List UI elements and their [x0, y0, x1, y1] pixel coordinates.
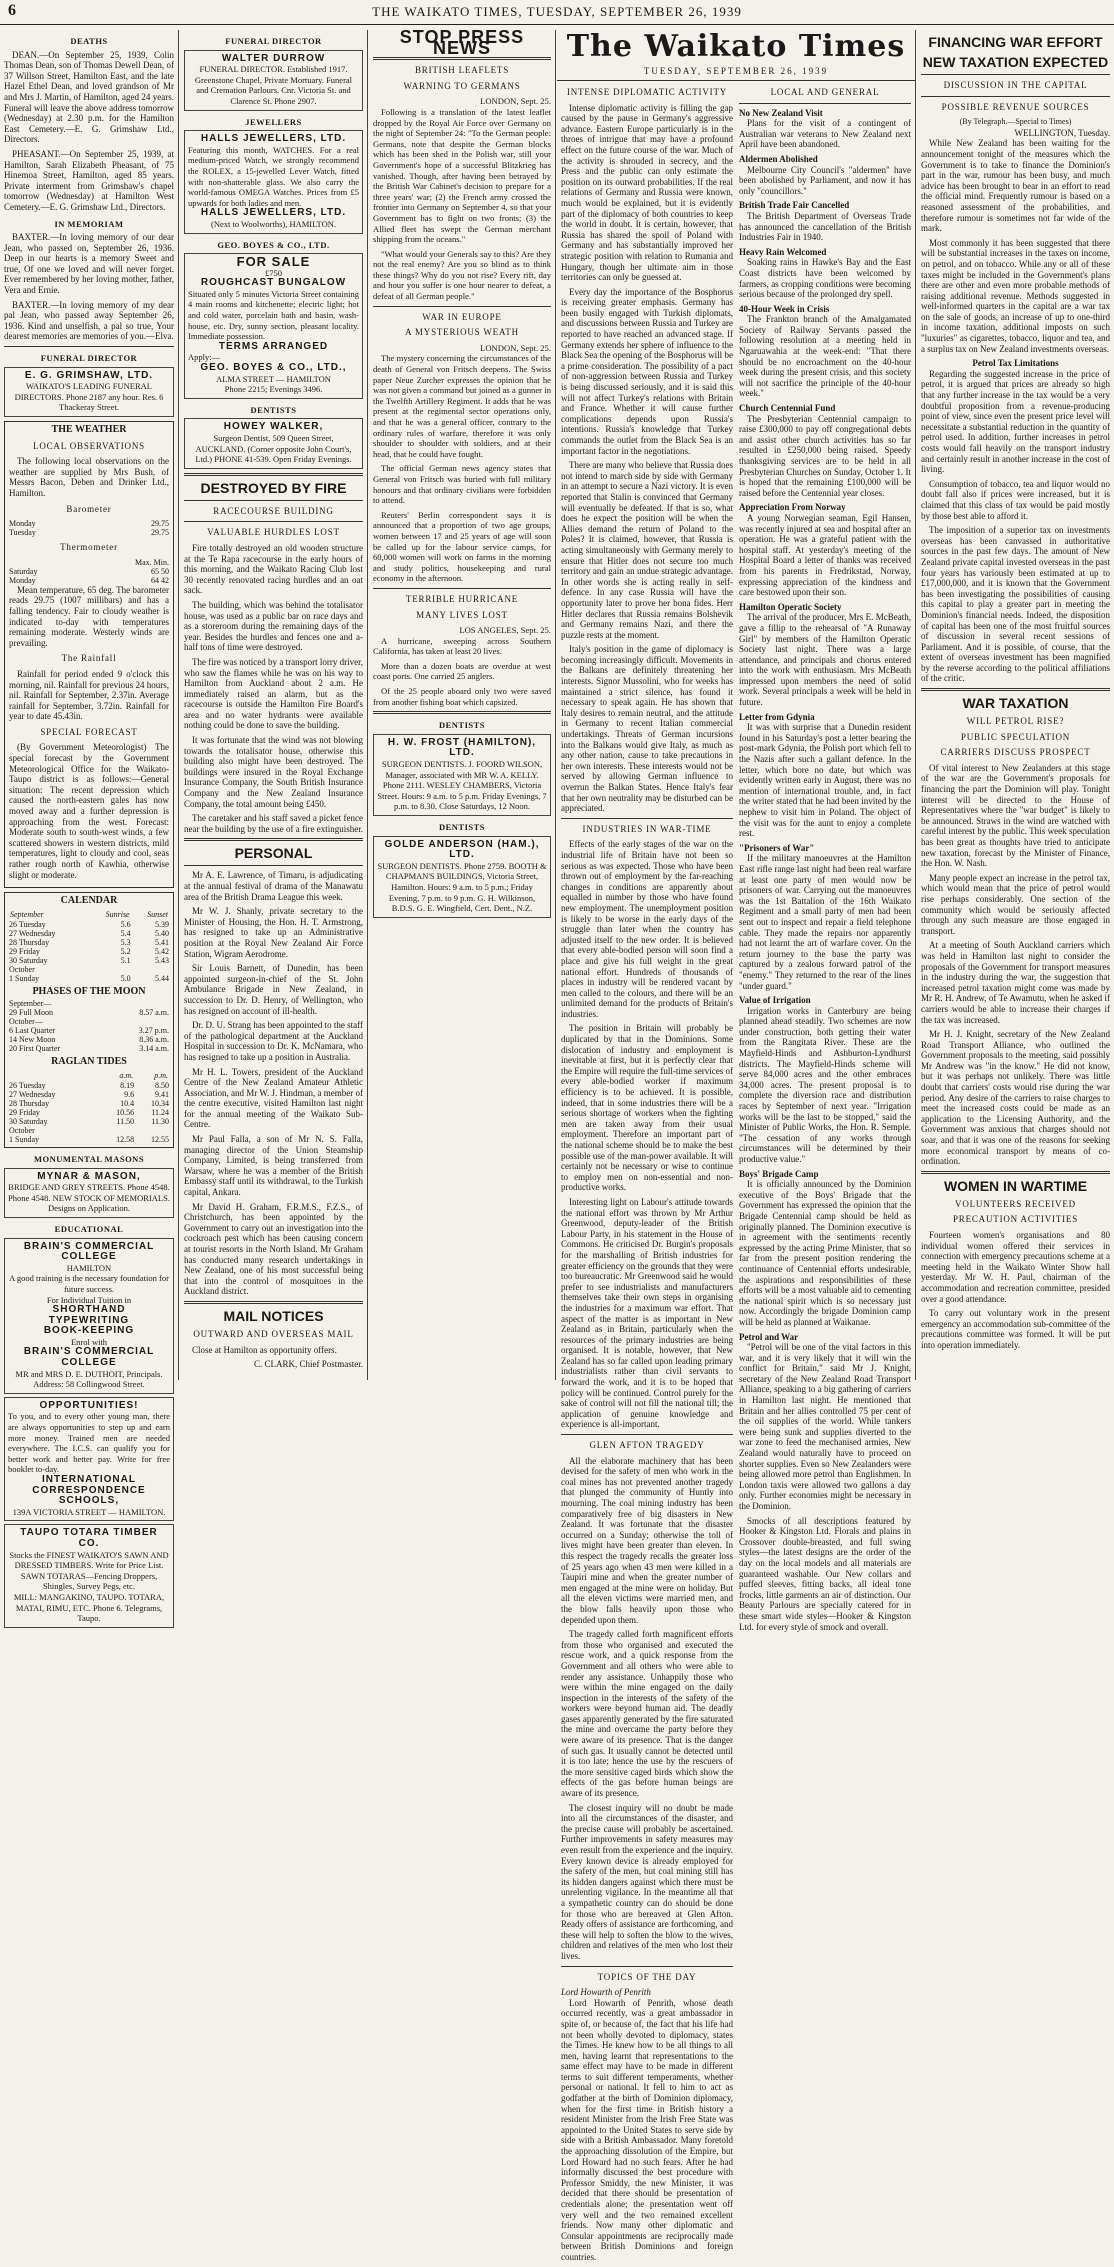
personal-headline: PERSONAL: [234, 845, 313, 862]
barometer-label: Barometer: [66, 503, 112, 514]
article-paragraph: More than a dozen boats are overdue at west coast ports. One carried 25 anglers.: [373, 660, 551, 682]
college-course: TYPEWRITING: [48, 1314, 130, 1326]
dentists-heading: DENTISTS: [250, 404, 297, 415]
column-5: [917, 30, 1114, 1380]
funeral-director-heading: FUNERAL DIRECTOR: [40, 353, 138, 364]
golde-name: GOLDE ANDERSON (HAM.), LTD.: [384, 838, 540, 861]
for-sale-apply: Apply:—: [188, 352, 221, 363]
subheading: POSSIBLE REVENUE SOURCES: [941, 101, 1090, 112]
topics-subheading: Lord Howarth of Penrith: [561, 1987, 651, 1998]
news-subheading: MANY LIVES LOST: [416, 609, 508, 620]
article-paragraph: Most commonly it has been suggested that there will be substantial increases in the taxes on income, on petrol, and on tobacco. While any or all of these taxes might be included in the Government's plans there are other and even more probable methods of raising additional revenue. Methods suggested in well-informed quarters in the capital are a war tax on the sale of goods, an increase of up to one-third in income taxation, additional imposts on such "luxuries" as cigarettes, tobacco, liquor and tea, and a surplus tax on New Zealand investments overseas.: [921, 237, 1110, 354]
article-paragraph: Reuters' Berlin correspondent says it is announced that a proportion of two age groups, women between 17 and 25 years of age will soon be called up for the labour service camps, for 60,000 women will work on farms in the morning and study politics, housekeeping and rural economy in the afternoon.: [373, 509, 551, 584]
forecast-text: (By Government Meteorologist) The special forecast by the Government Meteorological Office for the Waikato-Taupo district is as follows:—General situation: The recent depression which caused the north-eastern gales has now moved away and a further depression is approaching from the west. Forecast: Moderate south to south-west winds, a few scattered showers in western districts, mild temperatures, light to cloudy and cool, seas rather rough north of Kawhia, otherwise slight or moderate.: [9, 742, 169, 880]
article-paragraph: Italy's position in the game of diplomacy is becoming increasingly difficult. Movements in the Balkans are definitely threatening her interests. Signor Mussolini, who for weeks has maintained a strict silence, has found it necessary to speak again. He has shown that Italy desires to remain neutral, and the attitude in Germany to recent Italian commercial undertakings. Threats of German incursions into the Balkans would give Italy, as much as any other nation, cause to take precautions in her own interests. These interests would not be served by allowing German influence to overrun the Balkan States. Hence Italy's fear that her own neutrality may be disturbed can be appreciated.: [561, 644, 733, 814]
halls-ad: [184, 130, 363, 233]
golde-ad: [373, 836, 551, 918]
forecast-heading: SPECIAL FORECAST: [40, 726, 138, 737]
durrow-ad: [184, 50, 363, 111]
local-item: Value of Irrigation Irrigation works in Canterbury are being planned ahead steadily. Two schemes are now under construction, both getting their water from the Rangitata River. These are the Mayfield-Hinds and Ashburton-Lyndhurst districts. The Mayfield-Hinds scheme will serve 84,000 acres and the other embraces 34,000 acres. The present proposal is to complete the diversion race and distribution races by September of next year. "Irrigation works will be the last to be stopped," said the Minister of Public Works, the Hon. R. Semple. "The cessation of any works through circumstances will be determined by their productive value.": [739, 995, 911, 1164]
local-item: Aldermen Abolished Melbourne City Council's "aldermen" have been abolished by Parliament, and now it has only "councillors.": [739, 153, 911, 196]
table-row: 29 Friday 5.2 5.42: [9, 946, 169, 956]
article-paragraph: Mr A. E. Lawrence, of Timaru, is adjudicating at the annual festival of drama of the Manawatu area of the British Drama League this week.: [184, 870, 363, 902]
table-row: 28 Thursday 5.3 5.41: [9, 937, 169, 947]
table-row: 1 Sunday 12.58 12.55: [9, 1134, 169, 1144]
weather-heading: THE WEATHER: [51, 424, 127, 435]
thermometer-table: [9, 558, 169, 585]
headline: FINANCING WAR EFFORT: [928, 34, 1103, 50]
subheading: DISCUSSION IN THE CAPITAL: [943, 80, 1088, 90]
dentists-heading: DENTISTS: [438, 720, 486, 731]
memoriam-notice: BAXTER.—In loving memory of my dear pal Jean, who passed away September 26, 1936. Kind and unselfish, a pal so true, Your dearest memories are memories of you.—Elva.: [4, 299, 174, 342]
article-paragraph: "What would your Generals say to this? Are they not the real enemy? Are you so blind as to think these things? Why do you not rise? Every rift, day and hour you suffer is one hour nearer to defeat, a defeat of all German people.": [373, 248, 551, 302]
totara-text: SAWN TOTARAS—Fencing Droppers, Shingles, Survey Pegs, etc.: [20, 1570, 158, 1592]
local-item: No New Zealand Visit Plans for the visit of a contingent of Australian war veterans to New Zealand next April have been abandoned.: [739, 107, 911, 150]
walker-text: Surgeon Dentist, 509 Queen Street, AUCKLAND. (Corner opposite John Court's, Ltd.) PHONE 41-539. Open Friday Evenings.: [195, 433, 352, 465]
column-rule: [555, 30, 556, 1380]
subheading: CARRIERS DISCUSS PROSPECT: [940, 747, 1091, 758]
editorial-heading: INDUSTRIES IN WAR-TIME: [582, 823, 712, 834]
subheading: WILL PETROL RISE?: [966, 716, 1065, 727]
headline: WOMEN IN WARTIME: [943, 1177, 1088, 1194]
article-paragraph: All the elaborate machinery that has been devised for the safety of men who work in the coal mines has not prevented another tragedy that plunged the community of Huntly into mourning. The coal mining industry has been comparatively free of big disasters in New Zealand. It was fortunate that the disaster occurred on a Sunday; otherwise the toll of lives might have been greater than eleven. In this respect the tragedy recalls the greater loss of 25 years ago when 43 men were killed in a Taupiri mine and when the greater number of men engaged at the mine were on holiday. But all the eleven victims were married men, and the blow falls heavily upon those who depended upon them.: [561, 1455, 733, 1625]
article-paragraph: The closest inquiry will no doubt be made into all the circumstances of the disaster, and the precise cause will probably be ascertained. Further improvements in safety measures may even result from the experience and the inquiry. Every known device is already employed for the safety of the men, but coal mining still has its hidden dangers against which there must be unrelenting vigilance. In the meantime all that a sympathetic country can do should be done for those who are bereaved at Glen Afton. Ready offers of assistance are forthcoming, and these will help to soften the blow to the wives, children and relatives of the men who lost their lives.: [561, 1802, 733, 1961]
column-rule: [915, 30, 916, 1380]
local-item: Letter from Gdynia It was with surprise that a Dunedin resident found in his Saturday's post a letter bearing the post-mark Gdynia, the Polish port which fell to the Nazis after such a gallant defence. In the letter, which bore no date, but which was evidently written early in August, there was no mention of international trouble, and, in fact the writer stated that he had been invited by the nephew to visit him in Poland. The object of the visit was for the aunt to enjoy a complete rest.: [739, 711, 911, 839]
college-text: A good training is the necessary foundation for future success.: [9, 1273, 169, 1294]
table-row: Saturday 65 50: [9, 566, 169, 576]
grimshaw-ad: [4, 367, 174, 417]
boyes-name: GEO. BOYES & CO., LTD.,: [200, 362, 347, 374]
article-paragraph: Mr Paul Falla, a son of Mr N. S. Falla, managing director of the Union Steamship Company, Limited, is being transferred from Warsaw, where he was a member of the British Embassy staff until its withdrawal, to the Turkish capital, Ankara.: [184, 1134, 363, 1198]
durrow-name: WALTER DURROW: [221, 52, 326, 64]
dateline: LONDON, Sept. 25.: [480, 342, 551, 353]
article-paragraph: Every day the importance of the Bosphorus is receiving greater emphasis. Germany has been busily engaged with Turkish diplomats, and discussions between Russia and Turkey are reported to have reached an advanced stage. If Germany extends her sphere of influence to the Black Sea the opening of the Bosphorus will be a prime consideration. The possibility of a pact of non-aggression between Russia and Turkey is being discussed seriously, and it is said this will not affect Turkey's relations with Britain and France. Whether it will cause further complications depends upon Russia's intentions. Russia's knowledge that Turkey commands the outlet from the Black Sea is an important factor in the negotiations.: [561, 286, 733, 456]
weather-box: [4, 421, 174, 888]
table-row: 6 Last Quarter 3.27 p.m.: [9, 1026, 169, 1036]
opportunities-heading: OPPORTUNITIES!: [39, 1399, 139, 1411]
memoriam-notice: BAXTER.—In loving memory of our dear Jean, who passed on, September 26, 1936. Deep in our hearts is a memory Sweet and true, Of one we loved and will never forget. Ever remembered by her loving mother, father, Vera and Ernie.: [4, 232, 174, 296]
article-paragraph: While New Zealand has been waiting for the announcement tonight of the measures which the Government is to take to finance the Dominion's part in the war, rumour has been busy, and much advice has been brought to bear in an effort to read the official mind. Frequently rumour is based on a reasoned assessment of the probabilities, and therefore rumour is sometimes not far wide of the mark.: [921, 138, 1110, 234]
article-paragraph: Dr. D. U. Strang has been appointed to the staff of the pathological department at the Auckland Hospital in succession to Dr. K. McNamara, who has resigned to take up a position in Australia.: [184, 1020, 363, 1062]
article-paragraph: Consumption of tobacco, tea and liquor would no doubt fall also if prices were increased, but it is claimed that this class of tax would be paid mostly by those best able to afford it.: [921, 478, 1110, 521]
table-row: Max. Min.: [135, 557, 169, 567]
table-row: Monday 64 42: [9, 575, 169, 585]
college-course: SHORTHAND: [52, 1304, 126, 1316]
halls-address: (Next to Woolworths), HAMILTON.: [210, 218, 336, 229]
article-paragraph: The caretaker and his staff saved a picket fence near the building by the use of a fire extinguisher.: [184, 813, 363, 834]
article-paragraph: Of the 25 people aboard only two were saved from another fishing boat which capsized.: [373, 686, 551, 707]
halls-name: HALLS JEWELLERS, LTD.: [200, 133, 347, 145]
mason-text: BRIDGE AND GREY STREETS. Phone 4548. Phone 4548. NEW STOCK OF MEMORIALS. Designs on Application.: [8, 1182, 170, 1214]
article-paragraph: Following is a translation of the latest leaflet dropped by the Royal Air Force over Germany on the night of September 24: "To the German people: Germans, note that despite the German blocks which has been shed in the Polish war, still your Government's hope of a successful Blitzkrieg has vanished. Though, after having been betrayed by the British War Cabinet's decision to prepare for a three years' war; (2) the French army crossed the frontier into Germany on September 4, so that your Government has to fight on two fronts; (3) the Allied fleet has swept the German merchant shipping from the oceans.": [373, 106, 551, 245]
mason-name: MYNAR & MASON,: [37, 1170, 141, 1182]
grimshaw-name: E. G. GRIMSHAW, LTD.: [24, 369, 154, 381]
table-row: 26 Tuesday 5.6 5.39: [9, 919, 169, 929]
article-paragraph: There are many who believe that Russia does not intend to march side by side with Germany in an attempt to secure a Nazi victory. It is even reported that Stalin is convinced that Germany will eventually be defeated. If that is so, what does he expect the position will be when the Allies demand the return of Poland to the Poles? It is claimed, however, that Russia is acting simultaneously with Germany merely to ensure that Hitler does not secure too much territory and gain an undue strategic advantage. In other words she is acting really in self-defence. In any case Russia will have the opportunity later to prove her bona fides. Herr Hitler declares that Russia remains Bolshevik and Germany remains Nazi, and there the puzzle rests at the moment.: [561, 460, 733, 640]
rainfall-text: Rainfall for period ended 9 o'clock this morning, nil. Rainfall for previous 24 hours, nil. Rainfall for September, 2.37in. Average rainfall for September, 3.72in. Rainfall for year to date 45.43in.: [9, 668, 169, 722]
article-paragraph: The building, which was behind the totalisator house, was used as a public bar on race days and as a storeroom during the remaining days of the year. Besides the hurdles and fences one and a-half tons of time were destroyed.: [184, 599, 363, 653]
news-heading: WAR IN EUROPE: [422, 311, 502, 322]
death-notice: PHEASANT.—On September 25, 1939, at Hamilton, Sarah Elizabeth Pheasant, of 75 Hinemoa Street, Hamilton, aged 85 years. Private interment from Grimshaw's chapel tomorrow (Wednesday) at Hamilton West Cemetery.—E. G. Grimshaw Ltd., Directors.: [4, 148, 174, 212]
educational-heading: EDUCATIONAL: [54, 1223, 124, 1234]
subheading: Petrol Tax Limitations: [972, 358, 1059, 369]
news-heading: TERRIBLE HURRICANE: [405, 593, 519, 604]
fire-subheading: RACECOURSE BUILDING: [213, 505, 334, 516]
local-item: "Prisoners of War" If the military manoeuvres at the Hamilton East rifle range last night had been real warfare at least one party of men would now be prisoners of war. Carrying out the manoeuvres was the 1st Battalion of the 16th Waikato Regiment and a small party of men had been sent out to inspect and repair a field telephone cable. They made the repairs nor apparently had not learnt the art of warfare cover. On the return journey to the base the party was captured by a zealous forward patrol of the "enemy." They returned to the rear of the lines "under guard.": [739, 842, 911, 991]
jewellers-heading: JEWELLERS: [245, 116, 302, 127]
opportunities-text: To you, and to every other young man, there are always opportunities to step up and earn more money. Trained men are needed everywhere. The I.C.S. can qualify you for better work and better pay. Write for free booklet to-day.: [8, 1411, 170, 1475]
table-row: Monday 29.75: [9, 519, 169, 529]
ics-ad: [4, 1397, 174, 1522]
for-sale-heading: FOR SALE: [236, 254, 311, 270]
durrow-text: FUNERAL DIRECTOR. Established 1917. Greenstone Chapel, Private Mortuary. Funeral and Cremation Parlours. Cnr. Victoria St. and Clarence St. Phone 2907.: [194, 64, 353, 106]
news-heading: BRITISH LEAFLETS: [414, 65, 510, 76]
calendar-box: [4, 892, 174, 1148]
memoriam-heading: IN MEMORIAM: [54, 218, 124, 229]
college-course: BOOK-KEEPING: [43, 1325, 135, 1337]
newspaper-flag: [557, 30, 915, 81]
tides-table: a.m. p.m. 26 Tuesday 8.19 8.50 27 Wednesday 9.6 9.41 28 Thursday 10.4 10.34 29 Friday 10.56 11.24 30 Saturday 11.50 11.30 October 1 Sunday 12.58 12.55: [9, 1070, 169, 1144]
college-text: For Individual Tuition in: [46, 1294, 132, 1305]
local-item: Boys' Brigade Camp It is officially announced by the Dominion executive of the Boys' Brigade that the Government has expressed the opinion that the Brigade Centennial camp should be held as originally planned. The Dominion executive is in agreement with the sentiments recently expressed by the acting Prime Minister, that so far from the present position rendering the continuance of Centennial efforts undesirable, the aspirations and responsibilities of these efforts will be a most valuable aid to cementing the national spirit which is so necessary just now. Accordingly the brigade Dominion camp will be held as planned at Waikanae.: [739, 1168, 911, 1327]
article-paragraph: Of vital interest to New Zealanders at this stage of the war are the Government's proposals for financing the part the Dominion will play. Tonight interest will be directed to the House of Representatives where the "war budget" is likely to be announced. Straws in the wind are watched with careful interest by the public. This week speculation has been great as thoughts have tried to anticipate new taxation, forecast by the Minister of Finance, the Hon. W. Nash.: [921, 762, 1110, 869]
fire-subheading: VALUABLE HURDLES LOST: [207, 527, 340, 538]
article-paragraph: Interesting light on Labour's attitude towards the national effort was thrown by Mr Arthur Greenwood, deputy-leader of the British Labour Party, in his statement in the House of Commons. He criticised Dr. Burgin's proposals for the marshalling of British industries for greater efficiency on the grounds that they were too bureaucratic. Mr Greenwood said he would prefer to see industrialists and manufacturers themselves take their own steps in organising the industries for a maximum war effort. That aspect of the matter is as important in New Zealand as in Britain, particularly when the resources of the primary industries are being organised. It is notable, however, that New Zealand has so far called upon leading primary industrialists rather than civil servants to forward the work, and it is to be hoped that policy will be continued. Control purely for the sake of control will not fill the national till; the application of genuine knowledge and experience is all-important.: [561, 1196, 734, 1430]
local-item: Smocks of all descriptions featured by Hooker & Kingston Ltd. Florals and plains in Crossover double-breasted, and full swing styles—the latest designs are the order of the day on the local models and all materials are guaranteed washable. Our New collars and puffed sleeves, fitting backs, all ideal tone frocks, little garments an air of distinction. Our Beauty Parlours are specially catered for in these smart wide styles—Hooker & Kingston Ltd. for every style of smock and overall.: [739, 1515, 911, 1632]
table-row: October—: [9, 1017, 43, 1027]
article-paragraph: The mystery concerning the circumstances of the death of General von Fritsch deepens. The Swiss paper Neue Zurcher expresses the opinion that he was not given a command but joined as a gunner in the Twelfth Artillery Regiment. It adds that he was present at the regimental sector operations only, and that he was a general officer, contrary to the ordinary rules of warfare, therefore it was only shoulder to shoulder with soldiers, and at their head, that he could have fought.: [373, 353, 551, 459]
article-paragraph: To carry out voluntary work in the present emergency an accommodation sub-committee of the precautions committee was formed. It will be put into operation immediately.: [921, 1308, 1110, 1350]
local-item: Heavy Rain Welcomed Soaking rains in Hawke's Bay and the East Coast districts have been welcomed by farmers, as cropping conditions were becoming serious because of the prolonged dry spell.: [739, 246, 911, 300]
walker-name: HOWEY WALKER,: [223, 421, 324, 433]
college-city: HAMILTON: [66, 1262, 112, 1273]
headline: WAR TAXATION: [962, 695, 1069, 712]
funeral-director-heading: FUNERAL DIRECTOR: [225, 36, 322, 46]
table-row: October: [9, 1125, 35, 1135]
barometer-table: [9, 519, 169, 537]
column-4: [557, 82, 915, 2262]
calendar-heading: CALENDAR: [60, 895, 118, 907]
fire-headline: DESTROYED BY FIRE: [200, 479, 347, 496]
article-paragraph: Mr H. J. Knight, secretary of the New Zealand Road Transport Alliance, who outlined the Government proposals to the meeting, said possibly Mr Andrew was "in the know." He did not know, but it was perhaps not unlikely. There was little doubt that carriers' costs would rise during the war period. Any desire of the carriers to raise charges to meet the increased costs could be made as an application to the Licensing Authority, and the Government was anxious that charges should not soar, and that it was one of the reasons for seeking more economical transport by means of co-ordination.: [921, 1029, 1110, 1167]
article-paragraph: The tragedy called forth magnificent efforts from those who organised and executed the rescue work, and a quick response from the Government and all others who were able to render any assistance. Unhappily those who were within the mine engaged on the daily inspection in the interests of the safety of the workers were beyond human aid. The deadly gases apparently generated by the fire saturated the mine and overcame the party before they were aware of its presence. That is the danger of such gas. It usually cannot be detected until it is too late; hence the use by the rescuers of the more sensitive caged birds which show the effects of the gas before human beings are aware of its presence.: [561, 1629, 733, 1799]
subheading: VOLUNTEERS RECEIVED: [955, 1198, 1076, 1209]
dentists-heading: DENTISTS: [438, 822, 486, 832]
subheading: PUBLIC SPECULATION: [960, 731, 1071, 742]
article-paragraph: Regarding the suggested increase in the price of petrol, it is argued that prices are already so high that any further increase in the tax would be a very doubtful proposition from a revenue-producing point of view, since even the present price level will necessitate a substantial reduction in the quantity of petrol used. In addition, further increases in petrol costs would fall heavily on the transport industry and certainly result in another increase in the cost of living.: [921, 368, 1110, 475]
local-item: British Trade Fair Cancelled The British Department of Overseas Trade has announced the cancellation of the British Industries Fair in 1940.: [739, 200, 911, 243]
column-rule: [178, 30, 179, 1380]
column-rule: [367, 30, 368, 1380]
article-paragraph: Close at Hamilton as opportunity offers.: [192, 1344, 337, 1355]
mason-ad: [4, 1168, 174, 1218]
rainfall-label: The Rainfall: [61, 653, 117, 664]
editorial-heading: GLEN AFTON TRAGEDY: [589, 1440, 705, 1451]
article-paragraph: Sir Louis Barnett, of Dunedin, has been appointed surgeon-in-chief of the St. John Ambulance Brigade in New Zealand, in succession to Dr. D. Henry, of Wellington, who has resigned on account of ill-health.: [184, 963, 363, 1016]
page-number: 6: [8, 2, 16, 19]
for-sale-price: £750: [265, 267, 282, 278]
local-item: 40-Hour Week in Crisis The Frankton branch of the Amalgamated Society of Railway Servants passed the following resolution at a meeting held in Ngaruawahia at the week-end: "That there should be no encroachment on the 40-hour week during the present crisis, and this society will not sacrifice the principle of the 40-hour week.": [739, 303, 911, 399]
column-3: [369, 27, 555, 1380]
table-row: 1 Sunday 5.0 5.44: [9, 973, 169, 983]
mail-subheading: OUTWARD AND OVERSEAS MAIL: [193, 1328, 354, 1339]
table-row: 29 Friday 10.56 11.24: [9, 1107, 169, 1117]
monumental-heading: MONUMENTAL MASONS: [33, 1153, 145, 1164]
news-subheading: WARNING TO GERMANS: [403, 80, 521, 91]
local-item: Church Centennial Fund The Presbyterian Centennial campaign to raise £300,000 to pay off congregational debts and assist other church activities has so far resulted in £250,000 being raised. Speedy thanksgiving services are to be held in all Presbyterian Churches on Sunday, October 1. It is hoped that the remaining £100,000 will be raised before the Centennial year closes.: [739, 403, 911, 498]
mail-signature: C. CLARK, Chief Postmaster.: [253, 1359, 363, 1370]
frost-text: SURGEON DENTISTS. J. FOORD WILSON, Manager, associated with MR W. A. KELLY. Phone 2111. WESLEY CHAMBERS, Victoria Street. Hours: 9 a.m. to 5 p.m. Friday Evenings, 7 p.m. to 8.30. Close Saturdays, 12 Noon.: [377, 759, 547, 812]
ics-address: 139A VICTORIA STREET — HAMILTON.: [12, 1506, 166, 1517]
college-name: BRAIN'S COMMERCIAL COLLEGE: [23, 1240, 155, 1263]
table-row: 26 Tuesday 8.19 8.50: [9, 1080, 169, 1090]
article-paragraph: Mr W. J. Shanly, private secretary to the Minister of Housing, the Hon. H. T. Armstrong, has resigned to take up an Administrative position at the Royal New Zealand Air Force Station, Wigram Aerodrome.: [184, 906, 363, 959]
article-paragraph: Lord Howarth of Penrith, whose death occurred recently, was a great ambassador in spite of, or because of, the fact that his life had not been wholly devoted to diplomacy, states the Times. He knew how to be all things to all men, having learnt that representations to the same effect may have to be made in different terms to suit different temperaments, whether personal or national. It fell to him to act as godfather at the birth of Dominion diplomacy, when for the first time in British history a resident Minister from the Irish Free State was appointed to the United States to serve side by side with a British Ambassador. Many foretold the approaching dissolution of the Empire, but Lord Howard had no such fears. After he had informally discussed the best procedure with Professor Smiddy, the new Minister, it was decided that there should be presentation of credentials alone; the presentation went off very well and the two remained excellent friends. Now many other diplomatic and Consular appointments are reciprocally made between British Dominions and foreign countries.: [561, 1997, 733, 2262]
thermometer-label: Thermometer: [60, 542, 118, 553]
local-item: Appreciation From Norway A young Norwegian seaman, Egil Hansen, was recently injured at sea and hospital after an operation. He was a grateful patient with the hospital staff. At yesterday's meeting of the Hospital Board a letter of thanks was received from his parents in Fredrikstad, Norway, expressing appreciation of the kindness and care bestowed upon their son.: [739, 502, 911, 598]
table-row: September—: [9, 999, 52, 1009]
article-paragraph: The official German news agency states that General von Fritsch was buried with full military honours and that ordinary civilians were forbidden to attend.: [373, 463, 551, 506]
table-row: 14 New Moon 8.36 a.m.: [9, 1035, 169, 1045]
table-row: 30 Saturday 11.50 11.30: [9, 1116, 169, 1126]
for-sale-text: Situated only 5 minutes Victoria Street containing 4 main rooms and kitchenette; electric light; hot and cold water, porcelain bath and basin, wash-house, etc. Dry, sunny section, pleasant locality. Immediate possession.: [188, 288, 359, 342]
table-row: 20 First Quarter 3.14 a.m.: [9, 1044, 169, 1054]
for-sale-title: ROUGHCAST BUNGALOW: [200, 277, 347, 289]
weather-subheading: LOCAL OBSERVATIONS: [33, 440, 145, 451]
headline: NEW TAXATION EXPECTED: [922, 54, 1109, 70]
halls-name: HALLS JEWELLERS, LTD.: [200, 207, 347, 219]
subheading: PRECAUTION ACTIVITIES: [952, 1214, 1079, 1225]
article-paragraph: The fire was noticed by a transport lorry driver, who saw the flames while he was on his way to Hamilton from Auckland about 2 a.m. He immediately raised an alarm, but as the racecourse is outside the Hamilton Fire Board's area and no water hydrants were available nothing could be done to save the building.: [184, 656, 363, 731]
for-sale-ad: [184, 253, 363, 399]
walker-ad: [184, 418, 363, 468]
page-header: THE WAIKATO TIMES, TUESDAY, SEPTEMBER 26, 1939: [372, 4, 742, 19]
news-subheading: A MYSTERIOUS WEATH: [405, 327, 519, 338]
weather-text: Mean temperature, 65 deg. The barometer reads 29.75 (1007 millibars) and has a falling tendency. Fair to cloudy weather is indicated to-day with temperatures remaining moderate. Westerly winds are prevailing.: [9, 584, 169, 648]
frost-name: H. W. FROST (HAMILTON), LTD.: [387, 736, 537, 759]
newspaper-title: The Waikato Times: [566, 29, 906, 64]
local-item: Hamilton Operatic Society The arrival of the producer, Mrs E. McBeath, gave a fillip to the rehearsal of "A Runaway Girl" by members of the Hamilton Operatic Society last night. There was a large attendance, and principals and chorus entered into the work with enthusiasm. Mrs McBeath impressed upon members the need of solid work. Several principals a week will be held in future.: [739, 601, 911, 708]
totara-text: MILL: MANGAKINO, TAUPO. TOTARA, MATAI, RIMU, ETC. Phone 6. Telegrams, Taupo.: [13, 1591, 165, 1624]
college-name: BRAIN'S COMMERCIAL COLLEGE: [23, 1346, 155, 1369]
article-paragraph: Fourteen women's organisations and 80 individual women offered their services in connection with emergency precautions scheme at a meeting held in the Waikato Winter Show hall yesterday. Mr W. H. Paul, chairman of the accommodation and recreation committee, presided over a good attendance.: [921, 1230, 1110, 1304]
dateline: LOS ANGELES, Sept. 25.: [459, 625, 551, 636]
frost-ad: [373, 734, 551, 816]
brains-college-ad: [4, 1238, 174, 1394]
article-paragraph: Intense diplomatic activity is filling the gap caused by the pause in Germany's aggressive advance. Eastern Europe particularly is in the throes of intrigue that may have a profound effect on the future course of the war. Much of the activity is shrouded in secrecy, and the Press and the public can only estimate the position on its outward probabilities. If the real relations of Germany and Russia were known, much would be explained, but it is evidently part of the diplomacy of both countries to keep the world in doubt. It is certain, however, that Russia has shared the spoil of Poland with Germany and has substantially improved her strategic position with relation to Rumania and Hungary, though her ultimate aim in those territories can only be guessed at.: [561, 102, 733, 283]
boyes-heading: GEO. BOYES & CO., LTD.: [217, 239, 330, 250]
table-row: 28 Thursday 10.4 10.34: [9, 1098, 169, 1108]
totara-name: TAUPO TOTARA TIMBER CO.: [20, 1527, 158, 1549]
halls-text: Featuring this month, WATCHES. For a real medium-priced Watch, we strongly recommend the ROLEX, a 15-jewelled Lever Watch, fitted with non-shatterable glass. We also carry the world-famous OMEGA Watches. Prices from £5 upwards for both ladies and men.: [188, 144, 359, 208]
article-paragraph: The imposition of a superior tax on investments overseas has been canvassed in authoritative sources in the past few days. The amount of New Zealand private capital invested overseas in the past four years has variously been estimated at up to £17,000,000, and it is known that the Government has been investigating the possibilities of causing this capital to play a greater part in meeting the Dominion's financial needs. Indeed, the disposition of capital has been one of the most fruitful sources of discussion in several recent sessions of Parliament. And it is possible, of course, that the extent of overseas investment has been magnified by the reverse according to the political affiliations of the critic.: [921, 525, 1110, 684]
editorial-column: [561, 82, 733, 2267]
table-row: 27 Wednesday 9.6 9.41: [9, 1089, 169, 1099]
grimshaw-text: WAIKATO'S LEADING FUNERAL DIRECTORS. Phone 2187 any hour. Res. 6 Thackeray Street.: [14, 381, 164, 413]
ics-name: INTERNATIONAL CORRESPONDENCE SCHOOLS,: [32, 1474, 146, 1507]
mail-headline: MAIL NOTICES: [223, 1307, 324, 1324]
moon-heading: PHASES OF THE MOON: [32, 985, 146, 997]
boyes-address: ALMA STREET — HAMILTON: [216, 373, 331, 384]
moon-table: [9, 999, 169, 1053]
article-paragraph: Fire totally destroyed an old wooden structure at the Te Rapa racecourse in the early hours of this morning, and the Waikato Racing Club lost 30 recently renovated racing hurdles and an oat sack.: [184, 542, 363, 596]
stop-press-headline: STOP PRESS NEWS: [399, 27, 525, 58]
issue-date: TUESDAY, SEPTEMBER 26, 1939: [643, 66, 829, 76]
local-general-column: [739, 82, 911, 2267]
editorial-heading: TOPICS OF THE DAY: [597, 1971, 697, 1982]
byline: (By Telegraph.—Special to Times): [959, 117, 1072, 127]
article-paragraph: Mr David H. Graham, F.R.M.S., F.Z.S., of Christchurch, has been appointed by the Government to carry out an investigation into the cockroach pest which has been causing concern at tourist resorts in the North Island. Mr Graham has conducted many research undertakings in New Zealand, one of his most successful being that into the control of mosquitoes in the Auckland district.: [184, 1201, 363, 1297]
table-row: 29 Full Moon 8.57 a.m.: [9, 1008, 169, 1018]
for-sale-terms: TERMS ARRANGED: [218, 340, 329, 352]
article-paragraph: Mr H. L. Towers, president of the Auckland Centre of the New Zealand Amateur Athletic Association, and Mr W. J. Hindman, a member of the centre executive, visited Hamilton last night for the annual meeting of the Waikato Sub-Centre.: [184, 1066, 363, 1130]
column-1: [0, 30, 178, 1624]
table-row: October: [9, 964, 35, 974]
totara-ad: [4, 1524, 174, 1627]
article-paragraph: Many people expect an increase in the petrol tax, which would mean that the price of petrol would rise perhaps considerably. One section of the community which would be seriously affected through any such measure are those engaged in transport.: [921, 872, 1110, 936]
college-principals: MR and MRS D. E. DUTHOIT, Principals.: [15, 1368, 163, 1379]
article-paragraph: A hurricane, sweeping across Southern California, has taken at least 20 lives.: [373, 635, 551, 657]
article-paragraph: It was fortunate that the wind was not blowing towards the totalisator house, otherwise this building also might have been destroyed. The buildings were insured in the Royal Exchange Insurance Company, the South British Insurance Company and the New Zealand Insurance Company, the total amount being £450.: [184, 735, 363, 809]
weather-text: The following local observations on the weather are supplied by Mrs Bush, of Messrs Bacon, Deben and Drinker Ltd., Hamilton.: [9, 456, 169, 498]
tides-heading: RAGLAN TIDES: [51, 1056, 127, 1068]
article-paragraph: The position in Britain will probably be duplicated by that in the Dominions. Some dislocation of industry and employment is inevitable at first, but it is perfectly clear that the Empire will require the full-time services of every able-bodied worker if maximum efficiency is to be achieved. It is possible, indeed, that in some industries there will be a serious shortage of workers when the fighting men are taken away from their usual employment. Therefore an important part of the national scheme should be to make the best possible use of the man-power available. It will certainly not be necessary or wise to continue to employ men on non-essential and non-productive works.: [561, 1023, 733, 1193]
table-row: 30 Saturday 5.1 5.43: [9, 955, 169, 965]
totara-text: Stocks the FINEST WAIKATO'S SAWN AND DRESSED TIMBERS. Write for Price List.: [9, 1549, 169, 1571]
college-address: Address: 58 Collingwood Street.: [33, 1379, 145, 1390]
boyes-phone: Phone 2215; Evenings 3496.: [224, 384, 323, 395]
college-enrol: Enrol with: [70, 1336, 108, 1347]
dateline: WELLINGTON, Tuesday.: [1014, 127, 1110, 138]
golde-text: SURGEON DENTISTS. Phone 2759. BOOTH & CHAPMAN'S BUILDINGS, Victoria Street, Hamilton. Hours: 9 a.m. to 5 p.m.; Friday Evening, 7 p.m. to 9 p.m. G. H. Wilkinson, B.D.S. G. E. Wingfield, Cert. Dent., N.Z.: [377, 860, 547, 914]
masthead: [0, 0, 1114, 25]
article-paragraph: At a meeting of South Auckland carriers which was held in Hamilton last night to consider the proposals of the Government for transport measures in the industry during the war, the suggestion that increased petrol taxation might come was made by Mr R. H. Andrew, of Te Awamutu, when he asked if carriers would be able to increase their charges if the tax was increased.: [921, 940, 1110, 1025]
calendar-table: September Sunrise Sunset 26 Tuesday 5.6 5.39 27 Wednesday 5.4 5.40 28 Thursday 5.3 5.41 29 Friday 5.2 5.42 30 Saturday 5.1 5.43 October 1 Sunday 5.0 5.44: [9, 909, 169, 983]
table-row: Tuesday 29.75: [9, 528, 169, 538]
column-2: [180, 30, 367, 1380]
deaths-heading: DEATHS: [70, 36, 108, 46]
table-row: 27 Wednesday 5.4 5.40: [9, 928, 169, 938]
editorial-heading: INTENSE DIPLOMATIC ACTIVITY: [566, 87, 728, 97]
article-paragraph: Effects of the early stages of the war on the industrial life of Britain have not been so serious as was expected. Those who have been thrown out of employment by the far-reaching changes in conditions are apparently about equalled in number by those who have found new employment. The unemployment position is likely to be worse in the early days of the struggle than later when the country has adjusted itself to the new order. It is believed that every able-bodied person will soon find a place and give his full weight in the great national effort. Hundreds of thousands of places in industry will be rendered vacant by men called to the colours, and there will be an unlimited demand for the products of Britain's industries.: [561, 839, 733, 1019]
local-item: Petrol and War "Petrol will be one of the vital factors in this war, and it is very likely that it will win the conflict for Britain," said Mr J. Knight, secretary of the New Zealand Road Transport Alliance, speaking to a big gathering of carriers in Hamilton last night. He mentioned that Britain and her allies controlled 75 per cent of the oil supplies of the world. While tankers were being sunk and supplies diverted to the war zone to feed the mechanised armies, New Zealand would naturally have to proceed on shorter supplies. Even so New Zealanders were being allowed more petrol than Englishmen. In London taxis were allowed two gallons a day only. Further economies might be necessary in the Dominion.: [739, 1331, 911, 1511]
local-general-heading: LOCAL AND GENERAL: [770, 87, 880, 97]
dateline: LONDON, Sept. 25.: [480, 96, 551, 107]
death-notice: DEAN.—On September 25, 1939, Colin Thomas Dean, son of Thomas Dewell Dean, of 37 Willson Street, Hamilton East, and the late Hazel Ethel Dean, and loved grandson of Mr and Mrs J. Martin, of Hamilton, aged 24 years. Funeral will leave the above address tomorrow (Wednesday) at 2.30 p.m. for the Hamilton East Cemetery.—E. G. Grimshaw Ltd., Directors.: [4, 49, 174, 145]
